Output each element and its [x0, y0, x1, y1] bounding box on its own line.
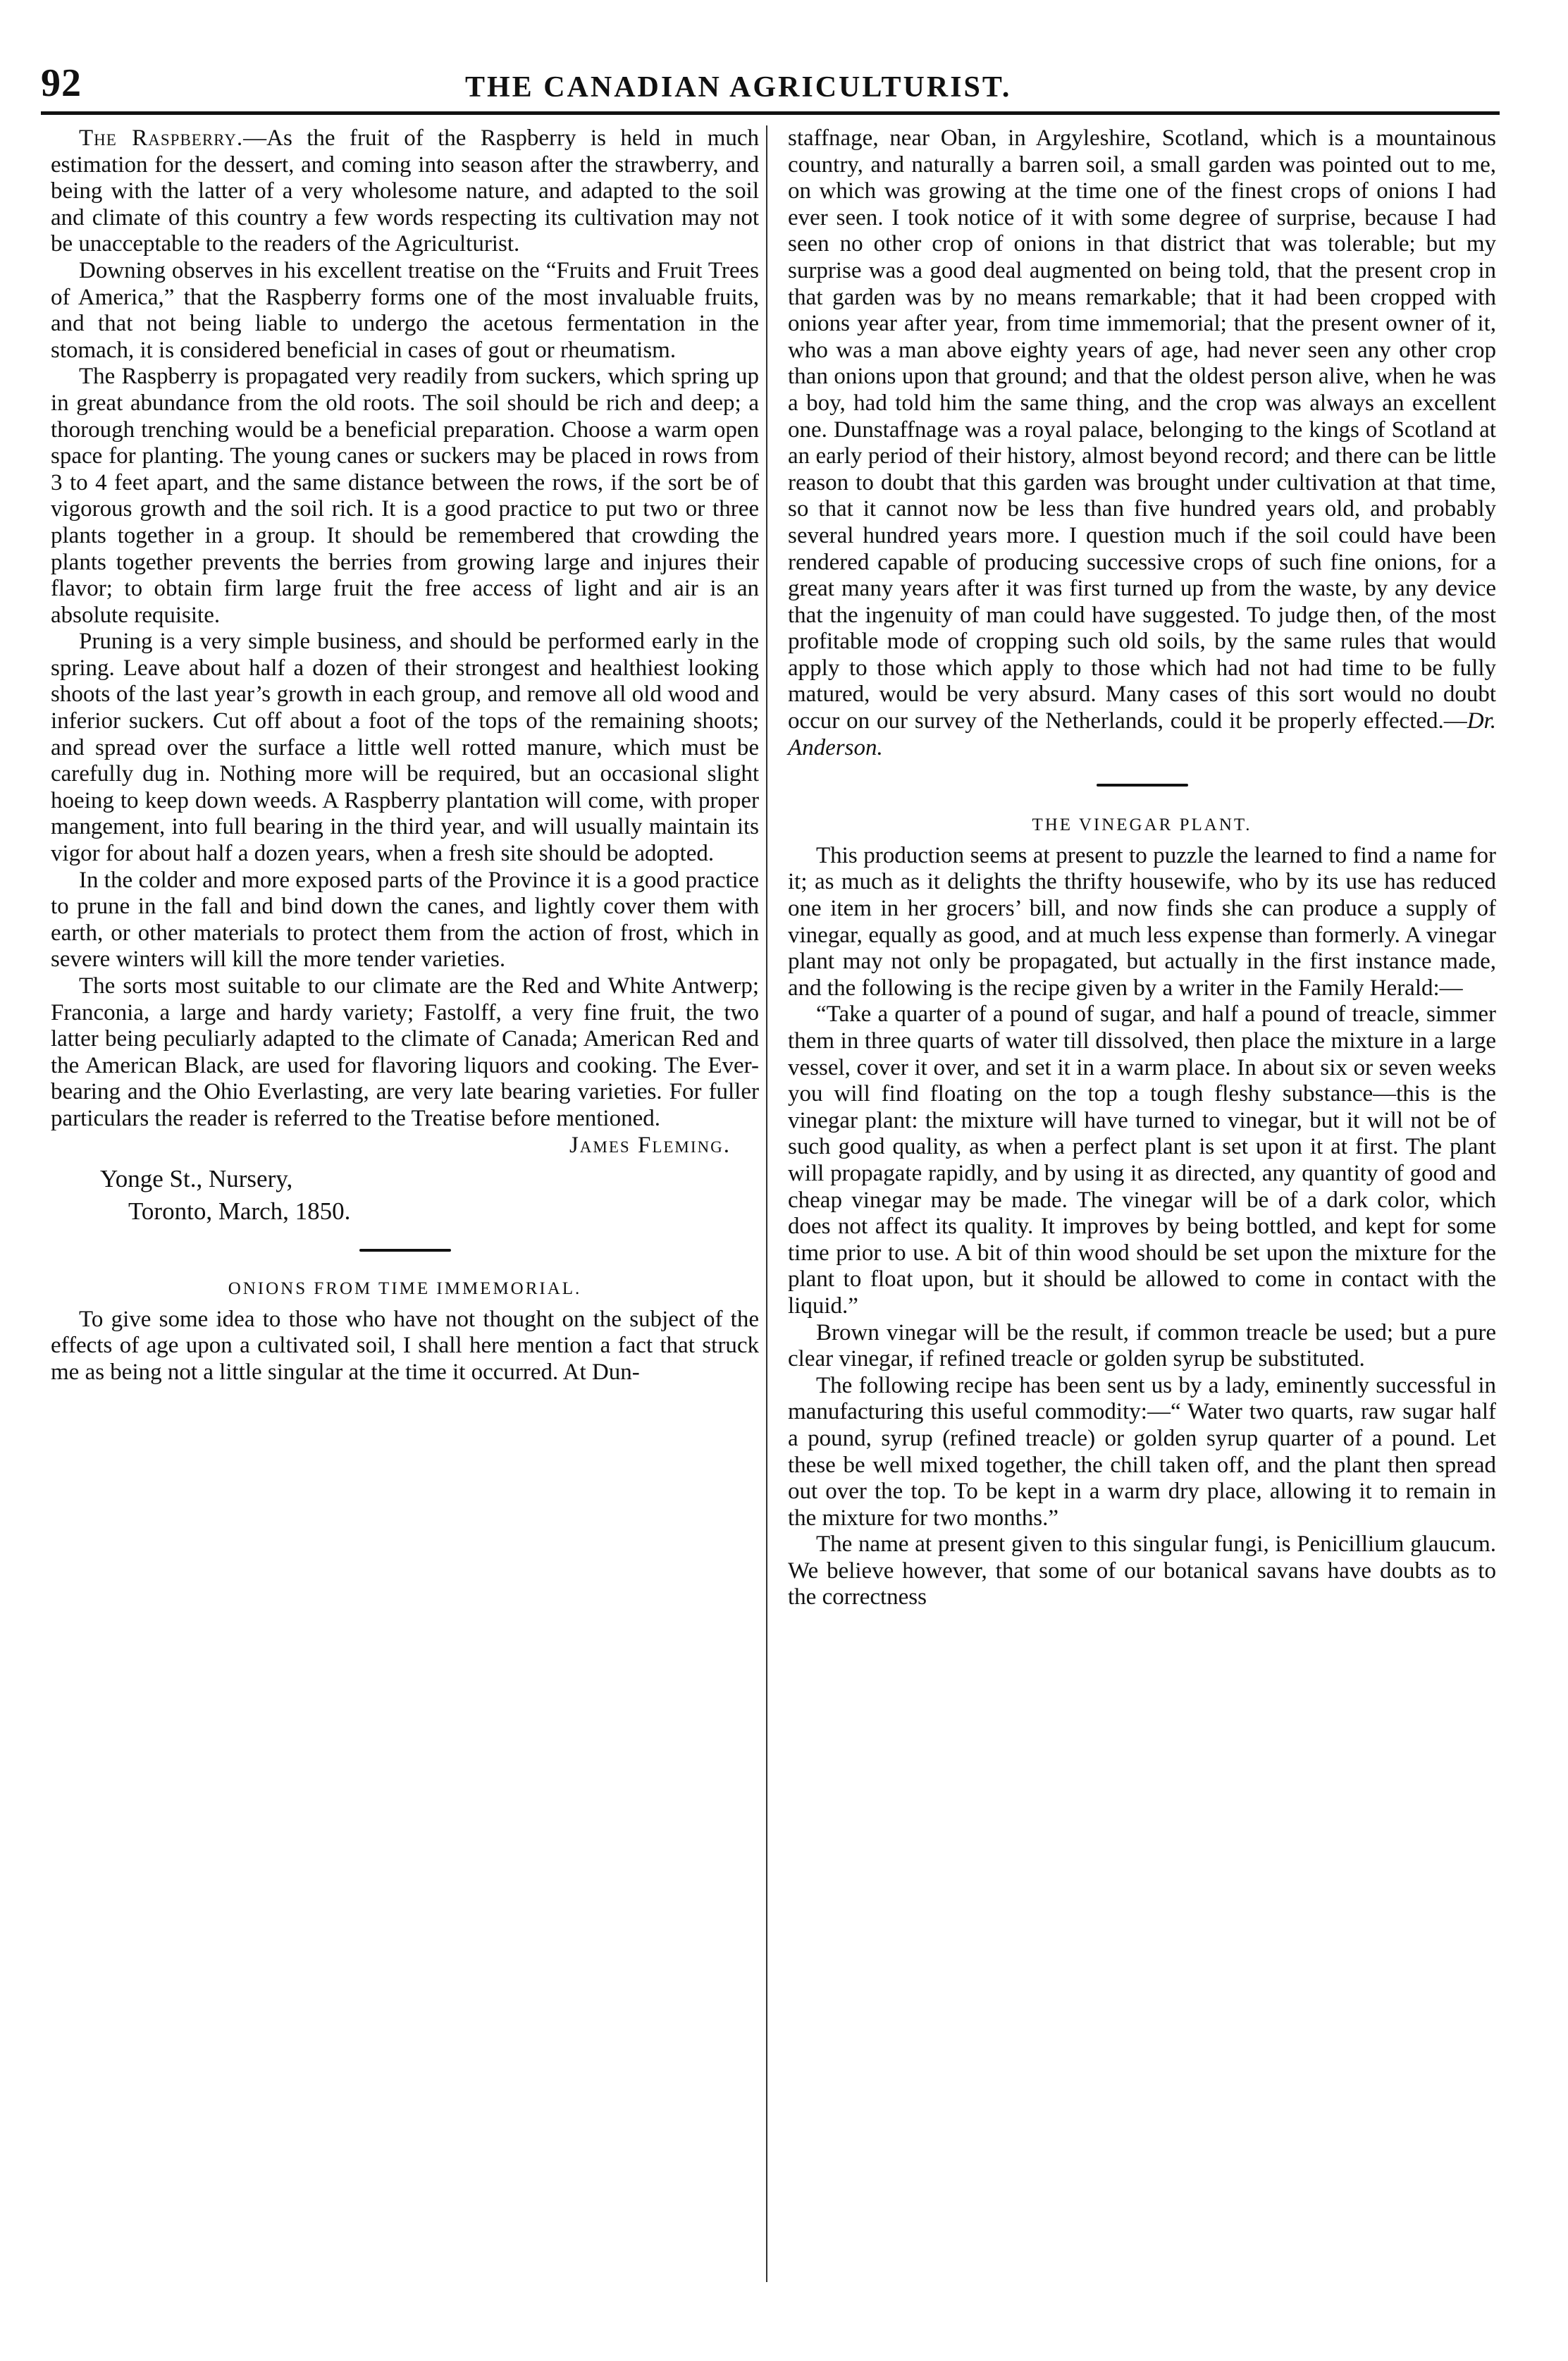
section-rule-2 [1097, 784, 1188, 787]
raspberry-heading: The Raspberry. [79, 125, 244, 151]
left-column [51, 125, 759, 1386]
vinegar-paragraph-2: “Take a quarter of a pound of sugar, and half a pound of treacle, simmer them in three quarts of water till dissolved, then place the mixture in a large vessel, cover it over, and set it in a warm place. In about six or seven weeks you will find floating on the top a tough fleshy substance—this is the vinegar plant: the mixture will have turned to vinegar, but it will not be of such good quality, as when a perfect plant is set upon it at first. The plant will propagate rapidly, and by using it as directed, any quantity of good and cheap vinegar may be made. The vinegar will be of a dark color, which does not affect its quality. It improves by being bottled, and kept for some time prior to use. A bit of thin wood should be set upon the mixture for the plant to float upon, but it should be allowed to come in contact with the liquid.” [788, 1001, 1496, 1319]
dateline [100, 1163, 759, 1228]
raspberry-paragraph-6: The sorts most suitable to our climate are the Red and White Antwerp; Franconia, a large and hardy variety; Fastolff, a very fine fruit, the two latter being peculiarly adapted to the climate of Canada; American Red and the American Black, are used for flavoring liquors and cooking. The Ever-bearing and the Ohio Everlasting, are very late bearing varieties. For fuller particulars the reader is referred to the Treatise before mentioned. [51, 973, 759, 1131]
onions-continuation [788, 125, 1496, 761]
onions-title: ONIONS FROM TIME IMMEMORIAL. [228, 1279, 582, 1299]
onions-paragraph-1: To give some idea to those who have not thought on the subject of the effects of age upon a cultivated soil, I shall here mention a fact that struck me as being not a little singular at the time it occurred. At Dun- [51, 1306, 759, 1385]
dateline-date: Toronto, March, 1850. [128, 1197, 351, 1226]
vinegar-paragraph-5: The name at present given to this singular fungi, is Penicillium glaucum. We believe however, that some of our botanical savans have doubts as to the correctness [788, 1531, 1496, 1610]
raspberry-p1-text: —As the fruit of the Raspberry is held in much estimation for the dessert, and coming into season after the strawberry, and being with the latter of a very wholesome nature, and adapted to the soil and climate of this country a few words respecting its cultivation may not be unacceptable to the readers of the Agriculturist. [51, 125, 760, 257]
raspberry-paragraph-5: In the colder and more exposed parts of the Province it is a good practice to prune in the fall and bind down the canes, and lightly cover them with earth, or other materials to protect them from the action of frost, which in severe winters will kill the more tender varieties. [51, 867, 759, 973]
onions-byline: Dr. Anderson. [788, 708, 1496, 760]
page-number: 92 [41, 61, 82, 105]
author-signature: James Fleming. [569, 1132, 731, 1158]
vinegar-paragraph-1: This production seems at present to puzzle the learned to find a name for it; as much as it delights the thrifty housewife, who by its use has reduced one item in her grocers’ bill, and now finds she can produce a supply of vinegar, equally as good, and at much less expense than formerly. A vinegar plant may not only be propagated, but actually in the first instance made, and the following is the recipe given by a writer in the Family Herald:— [788, 842, 1496, 1001]
section-rule [359, 1249, 451, 1252]
column-divider [766, 125, 767, 2282]
right-column [788, 125, 1496, 1611]
vinegar-paragraph-4: The following recipe has been sent us by a lady, eminently successful in manufacturing this useful commodity:—“ Water two quarts, raw sugar half a pound, syrup (refined treacle) or golden syrup quarter of a pound. Let these be well mixed together, the chill taken off, and the plant then spread out over the top. To be kept in a warm dry place, allowing it to remain in the mixture for two months.” [788, 1372, 1496, 1531]
dateline-place: Yonge St., Nursery, [100, 1165, 293, 1193]
onions-cont-text: staffnage, near Oban, in Argyleshire, Scotland, which is a mountainous country, and naturally a barren soil, a small garden was pointed out to me, on which was growing at the time one of the finest crops of onions I had ever seen. I took notice of it with some degree of surprise, because I had seen no other crop of onions in that district that was tolerable; but my surprise was a good deal augmented on being told, that the present crop in that garden was by no means remarkable; that it had been cropped with onions year after year, from time immemorial; that the present owner of it, who was a man above eighty years of age, had never seen any other crop than onions upon that ground; and that the oldest person alive, when he was a boy, had told him the same thing, and the crop was always an excellent one. Dunstaffnage was a royal palace, belonging to the kings of Scotland at an early period of their history, almost beyond record; and there can be little reason to doubt that this garden was brought under cultivation at that time, so that it cannot now be less than five hundred years old, and probably several hundred years more. I question much if the soil could have been rendered capable of producing successive crops of such fine onions, for a great many years after it was first turned up from the waste, by any device that the ingenuity of man could have suggested. To judge then, of the most profitable mode of cropping such old soils, by the same rules that would apply to those which apply to those which had not had time to be fully matured, would be very absurd. Many cases of this sort would no doubt occur on our survey of the Netherlands, could it be properly effected.— [788, 125, 1496, 734]
raspberry-paragraph-2: Downing observes in his excellent treatise on the “Fruits and Fruit Trees of America,” that the Raspberry forms one of the most invaluable fruits, and that not being liable to undergo the acetous fermentation in the stomach, it is considered beneficial in cases of gout or rheumatism. [51, 257, 759, 363]
vinegar-paragraph-3: Brown vinegar will be the result, if common treacle be used; but a pure clear vinegar, if refined treacle or golden syrup be substituted. [788, 1319, 1496, 1372]
raspberry-paragraph-1 [51, 125, 759, 258]
running-title: THE CANADIAN AGRICULTURIST. [465, 71, 1012, 104]
raspberry-paragraph-4: Pruning is a very simple business, and should be performed early in the spring. Leave about half a dozen of their strongest and healthiest looking shoots of the last year’s growth in each group, and remove all old wood and inferior suckers. Cut off about a foot of the tops of the remaining shoots; and spread over the surface a little well rotted manure, which must be carefully dug in. Nothing more will be required, but an occasional slight hoeing to keep down weeds. A Raspberry plantation will come, with proper mangement, into full bearing in the third year, and will usually maintain its vigor for about half a dozen years, when a fresh site should be adopted. [51, 629, 759, 867]
vinegar-title: THE VINEGAR PLANT. [1032, 815, 1252, 835]
raspberry-paragraph-3: The Raspberry is propagated very readily from suckers, which spring up in great abundance from the old roots. The soil should be rich and deep; a thorough trenching would be a beneficial preparation. Choose a warm open space for planting. The young canes or suckers may be placed in rows from 3 to 4 feet apart, and the same distance between the rows, if the sort be of vigorous growth and the soil rich. It is a good practice to put two or three plants together in a group. It should be remembered that crowding the plants together prevents the berries from growing large and injures their flavor; to obtain firm large fruit the free access of light and air is an absolute requisite. [51, 364, 759, 628]
header-rule [41, 111, 1500, 115]
